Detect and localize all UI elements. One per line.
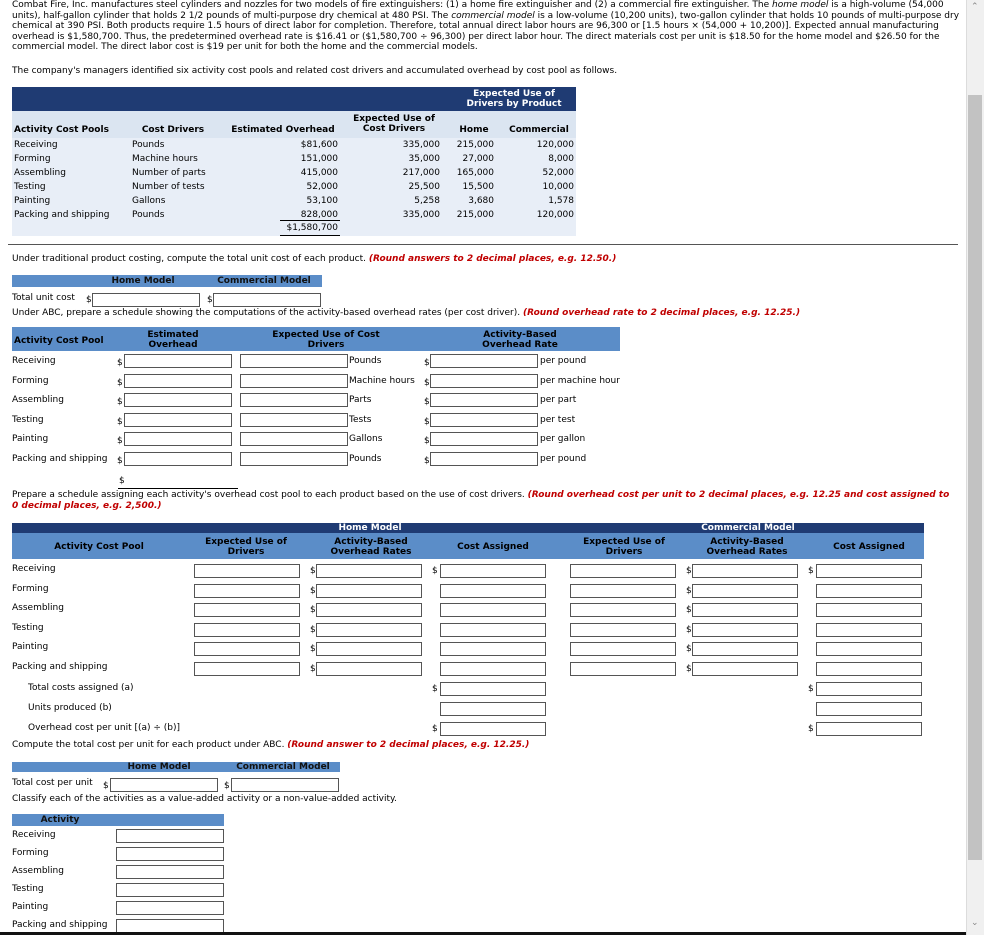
q2-hdr-rate: Activity-Based Overhead Rate bbox=[482, 330, 558, 350]
q5-classification-select[interactable] bbox=[116, 865, 224, 879]
q3-hdr-comm-assigned: Cost Assigned bbox=[833, 542, 905, 552]
q2-dollar: $ bbox=[117, 397, 123, 408]
q2-row-pool: Assembling bbox=[12, 395, 64, 406]
q3-home-rate-dollar: $ bbox=[310, 644, 316, 655]
q3-comm-total-dollar: $ bbox=[808, 724, 814, 734]
table1-cell-commercial: 8,000 bbox=[548, 154, 574, 164]
q3-home-rate-input[interactable] bbox=[316, 642, 422, 656]
q3-home-rate-input[interactable] bbox=[316, 662, 422, 676]
table1-hdr-expected-by-product: Expected Use of Drivers by Product bbox=[466, 89, 562, 109]
q3-comm-rate-input[interactable] bbox=[692, 623, 798, 637]
q3-hdr-home-expected: Expected Use of Drivers bbox=[205, 537, 287, 557]
q5-row-activity: Forming bbox=[12, 848, 49, 858]
q3-hint: (Round overhead cost per unit to 2 decimal places, e.g. 12.25 and cost assigned to 0 decimal places, e.g. 2,500.) bbox=[12, 490, 950, 511]
q3-home-rate-dollar: $ bbox=[310, 605, 316, 616]
table1-hdr-home: Home bbox=[459, 125, 489, 135]
q2-overhead-input[interactable] bbox=[124, 393, 232, 407]
q2-unit-label: Pounds bbox=[349, 454, 382, 464]
table1-total-rule bbox=[280, 220, 340, 221]
q2-row-pool: Painting bbox=[12, 434, 49, 445]
q1-hint: (Round answers to 2 decimal places, e.g. 12.50.) bbox=[368, 254, 617, 264]
q2-row-pool: Testing bbox=[12, 414, 44, 425]
q3-comm-rate-dollar: $ bbox=[686, 664, 692, 674]
scroll-up-icon[interactable]: ⌃ bbox=[971, 2, 979, 12]
q3-hdr-pool: Activity Cost Pool bbox=[54, 542, 144, 552]
q2-row-pool: Forming bbox=[12, 375, 49, 386]
q3-row-pool: Forming bbox=[12, 583, 49, 594]
q2-rate-input[interactable] bbox=[430, 393, 538, 407]
intro-text-b: is a high-volume (54,000 units), half-gallon cylinder that holds 2 1/2 pounds of multi-purpose dry chemical at 480 PSI. The bbox=[12, 0, 944, 21]
q2-rate-input[interactable] bbox=[430, 432, 538, 446]
intro-text-c: is a low-volume (10,200 units), two-gallon cylinder that holds 10 pounds of multi-purpose dry chemical at 390 PSI. Both products require 1.5 hours of direct labor for completion. Therefore, total annual direct labor hours are 96,300 or [1.5 hours × (54,000 + 10,200)]. Expected annual manufacturing overhead is $1,580,700. Thus, the predetermined overhead rate is $16.41 or ($1,580,700 ÷ 96,300) per direct labor hour. The direct materials cost per unit is $18.50 for the home model and $26.50 for the commercial model. The direct labor cost is $19 per unit for both the home and the commercial models. bbox=[12, 10, 960, 53]
q3-comm-assigned-input[interactable] bbox=[816, 564, 922, 578]
q3-comm-total-dollar: $ bbox=[808, 684, 814, 694]
q3-units-label: Units produced (b) bbox=[28, 703, 112, 713]
q2-unit-label: Gallons bbox=[349, 434, 383, 445]
table1-cell-expected: 217,000 bbox=[402, 168, 440, 178]
table1-cell-commercial: 1,578 bbox=[548, 196, 574, 206]
table1-cell-expected: 335,000 bbox=[402, 210, 440, 220]
table1-cell-pool: Painting bbox=[14, 196, 51, 206]
section-divider bbox=[8, 244, 958, 245]
q1-comm-input[interactable] bbox=[213, 293, 321, 307]
table1-cell-home: 165,000 bbox=[456, 168, 494, 178]
q3-home-rate-input[interactable] bbox=[316, 623, 422, 637]
q3-comm-rate-input[interactable] bbox=[692, 564, 798, 578]
q4-row-label: Total cost per unit bbox=[12, 778, 93, 788]
table1-cell-home: 215,000 bbox=[456, 210, 494, 220]
q1-home-input[interactable] bbox=[92, 293, 200, 307]
table1-cell-commercial: 10,000 bbox=[542, 182, 574, 192]
q3-comm-expected-input[interactable] bbox=[570, 662, 676, 676]
q3-comm-total-costs-input[interactable] bbox=[816, 682, 922, 696]
q1-dollar-comm: $ bbox=[207, 295, 213, 305]
q2-rate-dollar: $ bbox=[424, 436, 430, 447]
q2-rate-dollar: $ bbox=[424, 456, 430, 466]
q2-unit-label: Parts bbox=[349, 395, 372, 406]
q2-dollar: $ bbox=[117, 436, 123, 447]
q5-row-activity: Assembling bbox=[12, 866, 64, 876]
table1-cell-pool: Packing and shipping bbox=[14, 210, 110, 220]
q3-home-assigned-input[interactable] bbox=[440, 584, 546, 598]
problem-intro bbox=[12, 0, 962, 53]
q3-home-rate-dollar: $ bbox=[310, 566, 316, 576]
q3-comm-rate-input[interactable] bbox=[692, 584, 798, 598]
table1-hdr-expected: Expected Use of Cost Drivers bbox=[353, 114, 435, 134]
q2-dollar: $ bbox=[117, 456, 123, 466]
table1-cell-home: 3,680 bbox=[468, 196, 494, 206]
table1-cell-home: 27,000 bbox=[462, 154, 494, 164]
q1-row-label: Total unit cost bbox=[12, 293, 75, 303]
table1-cell-pool: Assembling bbox=[14, 168, 66, 178]
q3-row-pool: Receiving bbox=[12, 564, 56, 574]
table1-cell-driver: Number of parts bbox=[132, 168, 206, 178]
q3-home-assigned-dollar: $ bbox=[432, 566, 438, 576]
q3-comm-expected-input[interactable] bbox=[570, 584, 676, 598]
table1-cell-pool: Testing bbox=[14, 182, 46, 192]
q5-classification-select[interactable] bbox=[116, 919, 224, 933]
q3-comm-expected-input[interactable] bbox=[570, 603, 676, 617]
table1-cell-driver: Number of tests bbox=[132, 182, 205, 192]
q1-prompt: Under traditional product costing, compute the total unit cost of each product. (Round answers to 2 decimal places, e.g. 12.50.) bbox=[12, 254, 617, 264]
q5-row-activity: Testing bbox=[12, 884, 44, 894]
q2-overhead-input[interactable] bbox=[124, 354, 232, 368]
q4-hint: (Round answer to 2 decimal places, e.g. 12.25.) bbox=[287, 740, 530, 750]
q5-classification-select[interactable] bbox=[116, 829, 224, 843]
q1-hdr-comm: Commercial Model bbox=[217, 276, 311, 286]
q2-hdr-expected: Expected Use of Cost Drivers bbox=[272, 330, 380, 350]
q1-hdr-home: Home Model bbox=[111, 276, 175, 286]
q3-comm-assigned-input[interactable] bbox=[816, 584, 922, 598]
q3-home-units-input[interactable] bbox=[440, 702, 546, 716]
q5-classification-select[interactable] bbox=[116, 847, 224, 861]
q2-expected-input[interactable] bbox=[240, 452, 348, 466]
q3-comm-rate-dollar: $ bbox=[686, 566, 692, 576]
q3-home-expected-input[interactable] bbox=[194, 564, 300, 578]
q2-unit-label: Machine hours bbox=[349, 375, 415, 386]
table1-cell-driver: Machine hours bbox=[132, 154, 198, 164]
q5-classification-select[interactable] bbox=[116, 901, 224, 915]
q4-hdr-home: Home Model bbox=[127, 762, 191, 772]
q3-hdr-home-model: Home Model bbox=[338, 523, 402, 533]
q2-rate-dollar: $ bbox=[424, 377, 430, 388]
q2-unit-label: Pounds bbox=[349, 356, 382, 366]
q2-overhead-input[interactable] bbox=[124, 413, 232, 427]
q3-hdr-home-assigned: Cost Assigned bbox=[457, 542, 529, 552]
q2-rate-dollar: $ bbox=[424, 416, 430, 427]
q5-classification-select[interactable] bbox=[116, 883, 224, 897]
q2-per-label: per test bbox=[540, 414, 576, 425]
q2-expected-input[interactable] bbox=[240, 393, 348, 407]
q1-dollar-home: $ bbox=[86, 295, 92, 305]
q5-row-activity: Painting bbox=[12, 902, 49, 912]
q4-prompt: Compute the total cost per unit for each product under ABC. (Round answer to 2 decimal places, e.g. 12.25.) bbox=[12, 740, 530, 750]
table1-cell-pool: Receiving bbox=[14, 140, 58, 150]
q3-hdr-comm-expected: Expected Use of Drivers bbox=[583, 537, 665, 557]
table1-cell-overhead: $81,600 bbox=[300, 140, 338, 150]
q3-per-unit-label: Overhead cost per unit [(a) ÷ (b)] bbox=[28, 723, 181, 733]
q5-hdr-activity: Activity bbox=[40, 815, 80, 825]
q2-expected-input[interactable] bbox=[240, 354, 348, 368]
q3-comm-rate-dollar: $ bbox=[686, 624, 692, 635]
q2-hdr-pool: Activity Cost Pool bbox=[14, 336, 104, 346]
q2-per-label: per gallon bbox=[540, 434, 586, 445]
q3-home-rate-dollar: $ bbox=[310, 664, 316, 674]
q3-comm-rate-input[interactable] bbox=[692, 603, 798, 617]
q3-row-pool: Packing and shipping bbox=[12, 662, 108, 672]
q4-hdr-comm: Commercial Model bbox=[236, 762, 330, 772]
q3-hdr-home-rates: Activity-Based Overhead Rates bbox=[330, 537, 412, 557]
q3-row-pool: Painting bbox=[12, 642, 49, 653]
table1-cell-commercial: 52,000 bbox=[542, 168, 574, 178]
q2-rate-dollar: $ bbox=[424, 397, 430, 408]
q3-home-rate-dollar: $ bbox=[310, 585, 316, 596]
q2-hdr-overhead: Estimated Overhead bbox=[147, 330, 199, 350]
q2-expected-input[interactable] bbox=[240, 432, 348, 446]
q3-home-total-dollar: $ bbox=[432, 724, 438, 734]
q3-home-expected-input[interactable] bbox=[194, 584, 300, 598]
table1-hdr-pools: Activity Cost Pools bbox=[14, 125, 109, 135]
q2-total-dollar: $ bbox=[119, 476, 125, 486]
intro-text-a: Combat Fire, Inc. manufactures steel cylinders and nozzles for two models of fire extinguishers: (1) a home fire extinguisher and (2) a commercial fire extinguisher. The bbox=[12, 0, 773, 10]
scrollbar-thumb[interactable] bbox=[968, 95, 982, 860]
scroll-down-icon[interactable]: ⌄ bbox=[971, 918, 979, 928]
q3-comm-rate-dollar: $ bbox=[686, 585, 692, 596]
table1-cell-driver: Pounds bbox=[132, 210, 165, 220]
q3-comm-assigned-input[interactable] bbox=[816, 642, 922, 656]
q2-prompt: Under ABC, prepare a schedule showing the computations of the activity-based overhead rates (per cost driver). (Round overhead rate to 2 decimal places, e.g. 12.25.) bbox=[12, 308, 801, 318]
table1-cell-overhead: 53,100 bbox=[306, 196, 338, 206]
q3-home-assigned-input[interactable] bbox=[440, 662, 546, 676]
q2-rate-input[interactable] bbox=[430, 374, 538, 388]
q2-dollar: $ bbox=[117, 358, 123, 368]
q3-comm-expected-input[interactable] bbox=[570, 642, 676, 656]
table1-cell-driver: Gallons bbox=[132, 196, 166, 206]
table1-hdr-overhead: Estimated Overhead bbox=[231, 125, 335, 135]
q3-comm-expected-input[interactable] bbox=[570, 564, 676, 578]
q3-home-total-costs-input[interactable] bbox=[440, 682, 546, 696]
q3-home-rate-input[interactable] bbox=[316, 584, 422, 598]
table1-hdr-drivers: Cost Drivers bbox=[141, 125, 205, 135]
q3-home-assigned-input[interactable] bbox=[440, 603, 546, 617]
q3-comm-per-unit-input[interactable] bbox=[816, 722, 922, 736]
table1-cell-overhead: 828,000 bbox=[300, 210, 338, 220]
q4-dollar-home: $ bbox=[103, 781, 109, 791]
q3-comm-assigned-input[interactable] bbox=[816, 623, 922, 637]
q3-home-expected-input[interactable] bbox=[194, 642, 300, 656]
table1-hdr-commercial: Commercial bbox=[509, 125, 569, 135]
q3-home-assigned-input[interactable] bbox=[440, 564, 546, 578]
q3-home-rate-input[interactable] bbox=[316, 564, 422, 578]
q3-comm-expected-input[interactable] bbox=[570, 623, 676, 637]
q3-home-assigned-input[interactable] bbox=[440, 623, 546, 637]
q4-dollar-comm: $ bbox=[224, 781, 230, 791]
q2-row-pool: Receiving bbox=[12, 356, 56, 366]
q2-overhead-input[interactable] bbox=[124, 452, 232, 466]
q3-comm-assigned-dollar: $ bbox=[808, 566, 814, 576]
q3-home-assigned-input[interactable] bbox=[440, 642, 546, 656]
intro-home-model: home model bbox=[772, 0, 829, 10]
table1-cell-expected: 25,500 bbox=[408, 182, 440, 192]
q3-comm-assigned-input[interactable] bbox=[816, 603, 922, 617]
q3-home-expected-input[interactable] bbox=[194, 603, 300, 617]
table1-cell-commercial: 120,000 bbox=[536, 140, 574, 150]
q2-per-label: per machine hour bbox=[540, 375, 620, 386]
table1-cell-overhead: 415,000 bbox=[300, 168, 338, 178]
q3-row-pool: Testing bbox=[12, 622, 44, 633]
q2-per-label: per part bbox=[540, 395, 577, 406]
q2-dollar: $ bbox=[117, 377, 123, 388]
q3-comm-rate-dollar: $ bbox=[686, 605, 692, 616]
table1-cell-expected: 335,000 bbox=[402, 140, 440, 150]
table1-cell-pool: Forming bbox=[14, 154, 51, 164]
q3-comm-assigned-input[interactable] bbox=[816, 662, 922, 676]
table1-cell-commercial: 120,000 bbox=[536, 210, 574, 220]
q2-expected-input[interactable] bbox=[240, 374, 348, 388]
q3-home-per-unit-input[interactable] bbox=[440, 722, 546, 736]
vertical-scrollbar[interactable] bbox=[966, 0, 984, 935]
q2-total-rule bbox=[118, 488, 238, 489]
table1-cell-home: 15,500 bbox=[462, 182, 494, 192]
q5-row-activity: Packing and shipping bbox=[12, 920, 108, 930]
q3-total-costs-label: Total costs assigned (a) bbox=[28, 683, 134, 693]
q2-unit-label: Tests bbox=[349, 414, 372, 425]
q2-overhead-input[interactable] bbox=[124, 432, 232, 446]
intro-pools-sentence: The company's managers identified six activity cost pools and related cost drivers and accumulated overhead by cost pool as follows. bbox=[12, 66, 618, 76]
intro-commercial-model: commercial model bbox=[451, 10, 535, 21]
table1-total-overhead: $1,580,700 bbox=[286, 223, 338, 233]
q2-rate-input[interactable] bbox=[430, 354, 538, 368]
q3-row-pool: Assembling bbox=[12, 603, 64, 614]
table1-cell-driver: Pounds bbox=[132, 140, 165, 150]
table1-cell-home: 215,000 bbox=[456, 140, 494, 150]
q3-home-rate-dollar: $ bbox=[310, 624, 316, 635]
q3-prompt: Prepare a schedule assigning each activity's overhead cost pool to each product based on the use of cost drivers. (Round overhead cost per unit to 2 decimal places, e.g. 12.25 and cost assigned to 0 decimal places, e.g. 2,500.) bbox=[12, 490, 950, 511]
table1-cell-expected: 35,000 bbox=[408, 154, 440, 164]
q2-per-label: per pound bbox=[540, 454, 587, 464]
q2-overhead-input[interactable] bbox=[124, 374, 232, 388]
q2-rate-dollar: $ bbox=[424, 358, 430, 368]
q2-dollar: $ bbox=[117, 416, 123, 427]
q3-comm-units-input[interactable] bbox=[816, 702, 922, 716]
table1-cell-overhead: 52,000 bbox=[306, 182, 338, 192]
q3-comm-rate-input[interactable] bbox=[692, 662, 798, 676]
q5-row-activity: Receiving bbox=[12, 830, 56, 840]
q3-home-expected-input[interactable] bbox=[194, 623, 300, 637]
q3-home-total-dollar: $ bbox=[432, 684, 438, 694]
q2-rate-input[interactable] bbox=[430, 452, 538, 466]
q2-hint: (Round overhead rate to 2 decimal places, e.g. 12.25.) bbox=[522, 308, 801, 318]
q4-home-input[interactable] bbox=[110, 778, 218, 792]
q2-row-pool: Packing and shipping bbox=[12, 454, 108, 464]
q3-hdr-comm-rates: Activity-Based Overhead Rates bbox=[706, 537, 788, 557]
q2-per-label: per pound bbox=[540, 356, 587, 366]
q3-hdr-comm-model: Commercial Model bbox=[701, 523, 795, 533]
table1-cell-overhead: 151,000 bbox=[300, 154, 338, 164]
q3-home-rate-input[interactable] bbox=[316, 603, 422, 617]
table1-double-rule bbox=[280, 235, 340, 236]
table1-cell-expected: 5,258 bbox=[414, 196, 440, 206]
q4-comm-input[interactable] bbox=[231, 778, 339, 792]
q2-rate-input[interactable] bbox=[430, 413, 538, 427]
q2-expected-input[interactable] bbox=[240, 413, 348, 427]
q3-comm-rate-dollar: $ bbox=[686, 644, 692, 655]
q5-prompt: Classify each of the activities as a value-added activity or a non-value-added activity. bbox=[12, 794, 397, 804]
q3-home-expected-input[interactable] bbox=[194, 662, 300, 676]
q3-comm-rate-input[interactable] bbox=[692, 642, 798, 656]
